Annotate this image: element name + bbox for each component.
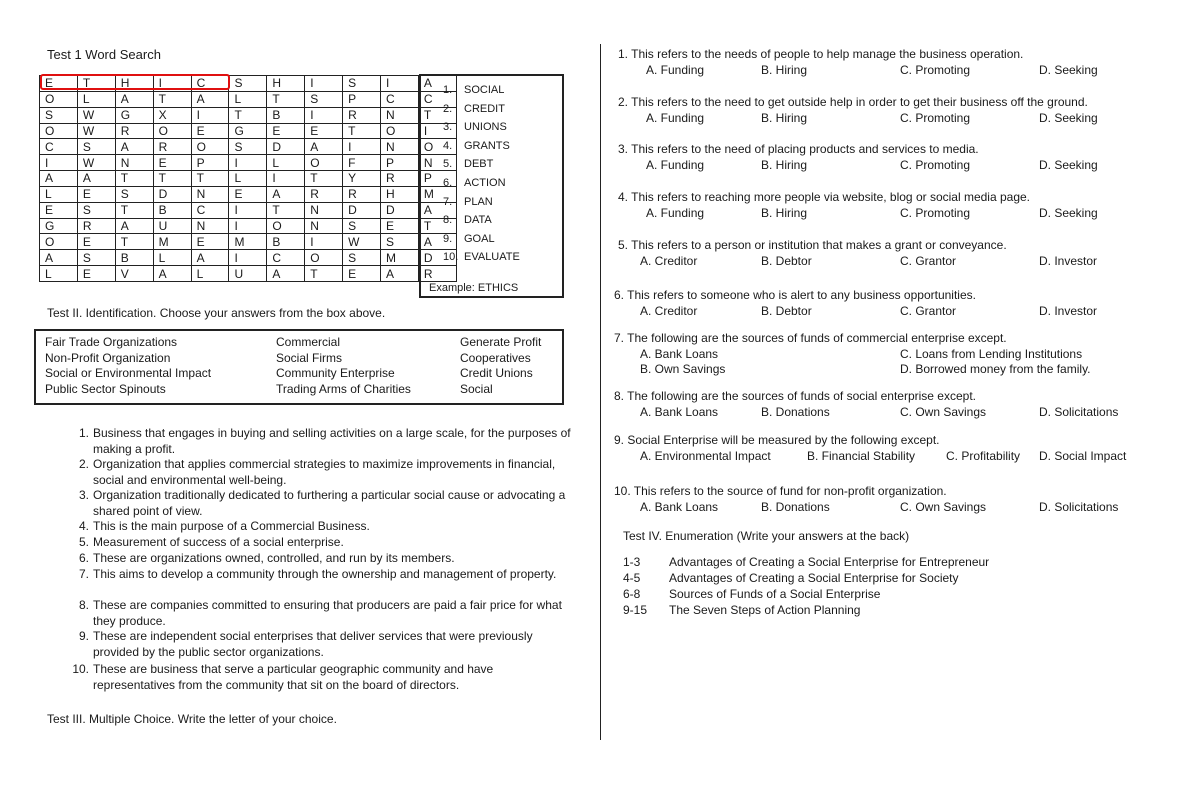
mc-option: C. Promoting bbox=[900, 206, 971, 220]
identification-text: These are companies committed to ensuring that producers are paid a fair price for what they produce. bbox=[93, 598, 562, 628]
choice-item: Fair Trade Organizations bbox=[45, 335, 178, 349]
grid-cell: L bbox=[77, 91, 115, 107]
grid-cell: G bbox=[229, 123, 267, 139]
grid-cell: A bbox=[115, 91, 153, 107]
choice-item: Non-Profit Organization bbox=[45, 350, 171, 365]
grid-cell: I bbox=[381, 76, 419, 92]
test1-title: Test 1 Word Search bbox=[47, 47, 161, 62]
word-list-word: ACTION bbox=[464, 177, 506, 189]
grid-cell: S bbox=[381, 234, 419, 250]
grid-cell: A bbox=[267, 186, 305, 202]
mc-option: D. Seeking bbox=[1039, 63, 1098, 77]
mc-option: D. Solicitations bbox=[1039, 405, 1119, 419]
word-list-item bbox=[443, 251, 520, 263]
mc-question: 8. The following are the sources of funds of social enterprise except. bbox=[614, 389, 976, 403]
identification-text: These are business that serve a particular geographic community and have representatives from the community that sit on the board of directors. bbox=[93, 662, 494, 692]
mc-option: B. Debtor bbox=[761, 254, 812, 268]
grid-cell: R bbox=[153, 139, 191, 155]
identification-number: 5. bbox=[78, 535, 89, 549]
grid-cell: I bbox=[305, 234, 343, 250]
mc-option: D. Investor bbox=[1039, 304, 1098, 318]
grid-cell: T bbox=[115, 202, 153, 218]
mc-question: 4. This refers to reaching more people via website, blog or social media page. bbox=[618, 190, 1031, 204]
mc-option: B. Donations bbox=[761, 405, 830, 419]
grid-cell: O bbox=[191, 139, 229, 155]
identification-number: 7. bbox=[78, 567, 89, 581]
word-list-word: DEBT bbox=[464, 158, 494, 171]
grid-row bbox=[40, 186, 457, 202]
choice-item: Social Firms bbox=[276, 350, 343, 365]
grid-cell: O bbox=[305, 250, 343, 266]
mc-option: C. Own Savings bbox=[900, 500, 987, 514]
grid-cell: N bbox=[305, 218, 343, 234]
test3-title: Test III. Multiple Choice. Write the letter of your choice. bbox=[47, 712, 337, 726]
grid-cell: S bbox=[343, 250, 381, 266]
grid-row bbox=[40, 107, 457, 123]
grid-cell: S bbox=[229, 76, 267, 92]
mc-option: B. Hiring bbox=[761, 158, 808, 172]
grid-cell: M bbox=[229, 234, 267, 250]
grid-cell: A bbox=[267, 266, 305, 282]
grid-cell: I bbox=[229, 218, 267, 234]
grid-cell: L bbox=[267, 155, 305, 171]
grid-cell: E bbox=[381, 218, 419, 234]
grid-cell: L bbox=[191, 266, 229, 282]
grid-cell: O bbox=[418, 139, 456, 155]
grid-cell: T bbox=[191, 171, 229, 187]
grid-cell: E bbox=[77, 234, 115, 250]
word-list-word: CREDIT bbox=[464, 102, 505, 115]
choice-item: Social bbox=[460, 382, 493, 397]
column-divider bbox=[600, 44, 601, 740]
grid-cell: A bbox=[191, 250, 229, 266]
grid-cell: W bbox=[77, 107, 115, 123]
mc-option: B. Donations bbox=[761, 500, 830, 514]
word-list-number: 6. bbox=[443, 177, 453, 189]
mc-option: B. Financial Stability bbox=[807, 449, 916, 463]
grid-cell: O bbox=[267, 218, 305, 234]
word-list-item bbox=[443, 84, 504, 96]
grid-cell: A bbox=[418, 202, 456, 218]
grid-cell: L bbox=[153, 250, 191, 266]
word-list-number: 9. bbox=[443, 232, 453, 245]
grid-cell: T bbox=[343, 123, 381, 139]
grid-cell: D bbox=[418, 250, 456, 266]
choice-item: Community Enterprise bbox=[276, 366, 395, 381]
grid-cell: L bbox=[40, 186, 78, 202]
word-list-word: DATA bbox=[464, 214, 492, 227]
word-list-item bbox=[443, 140, 510, 152]
enumeration-text: Sources of Funds of a Social Enterprise bbox=[669, 587, 881, 601]
grid-cell: X bbox=[153, 107, 191, 123]
grid-cell: A bbox=[153, 266, 191, 282]
grid-cell: G bbox=[40, 218, 78, 234]
grid-cell: I bbox=[418, 123, 456, 139]
grid-cell: A bbox=[40, 171, 78, 187]
mc-question: 2. This refers to the need to get outside help in order to get their business off the ground. bbox=[618, 95, 1088, 109]
grid-cell: A bbox=[418, 234, 456, 250]
mc-option: C. Loans from Lending Institutions bbox=[900, 347, 1083, 361]
grid-cell: A bbox=[77, 171, 115, 187]
grid-cell: R bbox=[343, 107, 381, 123]
grid-cell: R bbox=[418, 266, 456, 282]
grid-cell: T bbox=[115, 234, 153, 250]
word-list-example: Example: ETHICS bbox=[429, 282, 519, 294]
grid-cell: R bbox=[381, 171, 419, 187]
word-list-number: 7. bbox=[443, 195, 453, 208]
grid-cell: B bbox=[153, 202, 191, 218]
grid-cell: D bbox=[343, 202, 381, 218]
grid-cell: B bbox=[115, 250, 153, 266]
grid-cell: I bbox=[40, 155, 78, 171]
enumeration-text: The Seven Steps of Action Planning bbox=[669, 603, 861, 617]
grid-cell: P bbox=[381, 155, 419, 171]
word-list-word: PLAN bbox=[464, 195, 493, 208]
grid-cell: C bbox=[191, 76, 229, 92]
choice-item: Trading Arms of Charities bbox=[276, 382, 411, 397]
mc-option: C. Grantor bbox=[900, 254, 957, 268]
identification-number: 3. bbox=[78, 488, 89, 502]
grid-cell: D bbox=[267, 139, 305, 155]
mc-option: A. Bank Loans bbox=[640, 347, 719, 361]
grid-cell: B bbox=[267, 107, 305, 123]
grid-cell: O bbox=[40, 91, 78, 107]
mc-question: 6. This refers to someone who is alert to any business opportunities. bbox=[614, 288, 976, 302]
grid-cell: B bbox=[267, 234, 305, 250]
word-list-word: UNIONS bbox=[464, 121, 507, 134]
grid-cell: M bbox=[153, 234, 191, 250]
grid-cell: N bbox=[191, 186, 229, 202]
enumeration-text: Advantages of Creating a Social Enterprise for Society bbox=[669, 571, 959, 585]
identification-text: These are independent social enterprises that deliver services that were previously provided by the public sector organizations. bbox=[93, 629, 533, 659]
word-list-number: 5. bbox=[443, 158, 453, 171]
grid-cell: G bbox=[115, 107, 153, 123]
grid-cell: I bbox=[343, 139, 381, 155]
mc-option: C. Own Savings bbox=[900, 405, 987, 419]
word-list-number: 4. bbox=[443, 139, 453, 152]
grid-cell: P bbox=[191, 155, 229, 171]
grid-cell: O bbox=[40, 123, 78, 139]
grid-cell: H bbox=[267, 76, 305, 92]
grid-cell: P bbox=[343, 91, 381, 107]
grid-cell: C bbox=[40, 139, 78, 155]
grid-cell: O bbox=[153, 123, 191, 139]
mc-question: 5. This refers to a person or institution that makes a grant or conveyance. bbox=[618, 238, 1007, 252]
identification-number: 10. bbox=[72, 662, 89, 676]
grid-cell: N bbox=[191, 218, 229, 234]
grid-cell: S bbox=[305, 91, 343, 107]
enumeration-range: 4-5 bbox=[623, 571, 641, 585]
mc-question: 7. The following are the sources of funds of commercial enterprise except. bbox=[614, 331, 1007, 345]
grid-cell: T bbox=[267, 91, 305, 107]
grid-cell: E bbox=[343, 266, 381, 282]
mc-option: A. Funding bbox=[646, 158, 705, 172]
grid-row bbox=[40, 218, 457, 234]
enumeration-range: 1-3 bbox=[623, 555, 641, 569]
identification-text: Organization traditionally dedicated to furthering a particular social cause or advocating a shared point of view. bbox=[93, 488, 566, 518]
grid-cell: T bbox=[305, 171, 343, 187]
grid-cell: E bbox=[77, 266, 115, 282]
grid-cell: A bbox=[115, 218, 153, 234]
mc-option: A. Creditor bbox=[640, 254, 698, 268]
grid-cell: T bbox=[305, 266, 343, 282]
mc-option: C. Promoting bbox=[900, 158, 971, 172]
mc-option: C. Profitability bbox=[946, 449, 1021, 463]
grid-cell: O bbox=[40, 234, 78, 250]
grid-cell: T bbox=[267, 202, 305, 218]
word-list-item bbox=[443, 103, 505, 115]
grid-cell: N bbox=[381, 139, 419, 155]
grid-cell: E bbox=[305, 123, 343, 139]
choice-item: Generate Profit bbox=[460, 335, 542, 349]
mc-option: D. Solicitations bbox=[1039, 500, 1119, 514]
grid-cell: E bbox=[267, 123, 305, 139]
grid-cell: T bbox=[229, 107, 267, 123]
mc-option: A. Environmental Impact bbox=[640, 449, 771, 463]
identification-number: 4. bbox=[78, 519, 89, 533]
grid-cell: E bbox=[191, 123, 229, 139]
grid-row bbox=[40, 123, 457, 139]
grid-cell: S bbox=[343, 76, 381, 92]
choice-item: Commercial bbox=[276, 335, 341, 349]
word-list-item bbox=[443, 214, 492, 226]
identification-number: 8. bbox=[78, 598, 89, 612]
word-list-item bbox=[443, 158, 493, 170]
mc-question: 9. Social Enterprise will be measured by the following except. bbox=[614, 433, 940, 447]
grid-cell: A bbox=[305, 139, 343, 155]
word-list-number: 1. bbox=[443, 84, 453, 96]
grid-cell: E bbox=[191, 234, 229, 250]
identification-text: These are organizations owned, controlled, and run by its members. bbox=[93, 551, 455, 565]
grid-row bbox=[40, 234, 457, 250]
grid-row bbox=[40, 139, 457, 155]
grid-cell: I bbox=[229, 250, 267, 266]
grid-cell: W bbox=[77, 123, 115, 139]
identification-number: 9. bbox=[78, 629, 89, 643]
grid-cell: I bbox=[229, 155, 267, 171]
grid-cell: T bbox=[418, 218, 456, 234]
grid-cell: S bbox=[343, 218, 381, 234]
word-search-grid bbox=[39, 75, 457, 282]
grid-cell: T bbox=[77, 76, 115, 92]
choice-item: Public Sector Spinouts bbox=[45, 382, 166, 397]
grid-cell: I bbox=[191, 107, 229, 123]
grid-cell: I bbox=[305, 76, 343, 92]
mc-option: A. Bank Loans bbox=[640, 405, 719, 419]
grid-cell: T bbox=[153, 91, 191, 107]
grid-cell: P bbox=[418, 171, 456, 187]
choices-box bbox=[34, 329, 564, 405]
grid-cell: D bbox=[381, 202, 419, 218]
choice-item: Cooperatives bbox=[460, 350, 531, 365]
grid-cell: Y bbox=[343, 171, 381, 187]
mc-option: C. Grantor bbox=[900, 304, 957, 318]
word-list-item bbox=[443, 196, 493, 208]
mc-option: B. Hiring bbox=[761, 63, 808, 77]
grid-cell: A bbox=[191, 91, 229, 107]
mc-option: C. Promoting bbox=[900, 111, 971, 125]
grid-row bbox=[40, 250, 457, 266]
grid-cell: W bbox=[343, 234, 381, 250]
grid-cell: C bbox=[418, 91, 456, 107]
mc-option: A. Funding bbox=[646, 63, 705, 77]
mc-question: 10. This refers to the source of fund for non-profit organization. bbox=[614, 484, 947, 498]
word-list-item bbox=[443, 233, 495, 245]
grid-cell: S bbox=[115, 186, 153, 202]
grid-cell: E bbox=[77, 186, 115, 202]
word-list-number: 3. bbox=[443, 121, 453, 134]
word-list-item bbox=[443, 177, 506, 189]
mc-option: A. Funding bbox=[646, 111, 705, 125]
mc-question: 1. This refers to the needs of people to help manage the business operation. bbox=[618, 47, 1024, 61]
word-list-item bbox=[443, 121, 507, 133]
choice-item: Social or Environmental Impact bbox=[45, 366, 212, 381]
grid-cell: E bbox=[40, 76, 78, 92]
mc-option: B. Debtor bbox=[761, 304, 812, 318]
identification-text: Measurement of success of a social enterprise. bbox=[93, 535, 344, 549]
grid-cell: A bbox=[381, 266, 419, 282]
enumeration-range: 6-8 bbox=[623, 587, 641, 601]
grid-cell: O bbox=[381, 123, 419, 139]
identification-number: 1. bbox=[78, 426, 89, 440]
grid-cell: U bbox=[229, 266, 267, 282]
grid-cell: S bbox=[229, 139, 267, 155]
grid-cell: V bbox=[115, 266, 153, 282]
test4-title: Test IV. Enumeration (Write your answers at the back) bbox=[623, 529, 910, 543]
grid-cell: E bbox=[153, 155, 191, 171]
grid-cell: R bbox=[305, 186, 343, 202]
mc-option: B. Hiring bbox=[761, 206, 808, 220]
grid-cell: H bbox=[381, 186, 419, 202]
identification-text: Business that engages in buying and selling activities on a large scale, for the purposes of making a profit. bbox=[93, 426, 571, 456]
grid-cell: S bbox=[77, 250, 115, 266]
grid-cell: O bbox=[305, 155, 343, 171]
example-highlight bbox=[40, 74, 230, 90]
mc-option: A. Creditor bbox=[640, 304, 698, 318]
grid-cell: U bbox=[153, 218, 191, 234]
grid-cell: A bbox=[40, 250, 78, 266]
grid-cell: T bbox=[153, 171, 191, 187]
grid-cell: R bbox=[77, 218, 115, 234]
grid-cell: S bbox=[40, 107, 78, 123]
grid-cell: L bbox=[229, 171, 267, 187]
grid-cell: T bbox=[418, 107, 456, 123]
grid-row bbox=[40, 171, 457, 187]
grid-cell: C bbox=[191, 202, 229, 218]
grid-cell: I bbox=[153, 76, 191, 92]
word-list-number: 8. bbox=[443, 214, 453, 227]
mc-option: A. Bank Loans bbox=[640, 500, 719, 514]
word-list-box bbox=[419, 74, 564, 298]
grid-cell: T bbox=[115, 171, 153, 187]
mc-option: D. Seeking bbox=[1039, 158, 1098, 172]
grid-cell: A bbox=[418, 76, 456, 92]
mc-option: D. Investor bbox=[1039, 254, 1098, 268]
grid-cell: W bbox=[77, 155, 115, 171]
test2-title: Test II. Identification. Choose your answers from the box above. bbox=[47, 306, 386, 320]
grid-cell: N bbox=[305, 202, 343, 218]
identification-number: 2. bbox=[78, 457, 89, 471]
grid-cell: D bbox=[153, 186, 191, 202]
mc-option: B. Hiring bbox=[761, 111, 808, 125]
mc-option: D. Seeking bbox=[1039, 206, 1098, 220]
grid-cell: N bbox=[418, 155, 456, 171]
grid-cell: R bbox=[115, 123, 153, 139]
word-list-number: 10. bbox=[443, 251, 459, 264]
grid-row bbox=[40, 202, 457, 218]
grid-cell: E bbox=[40, 202, 78, 218]
mc-option: B. Own Savings bbox=[640, 362, 726, 376]
grid-cell: N bbox=[381, 107, 419, 123]
word-list-word: EVALUATE bbox=[464, 251, 520, 264]
identification-text: Organization that applies commercial strategies to maximize improvements in financial, social and environmental well-being. bbox=[93, 457, 556, 487]
mc-option: A. Funding bbox=[646, 206, 705, 220]
grid-cell: N bbox=[115, 155, 153, 171]
identification-number: 6. bbox=[78, 551, 89, 565]
grid-cell: L bbox=[229, 91, 267, 107]
word-list-number: 2. bbox=[443, 102, 453, 115]
identification-text: This aims to develop a community through the ownership and management of property. bbox=[93, 567, 557, 581]
grid-cell: I bbox=[267, 171, 305, 187]
grid-cell: H bbox=[115, 76, 153, 92]
identification-text: This is the main purpose of a Commercial Business. bbox=[93, 519, 370, 533]
mc-option: D. Social Impact bbox=[1039, 449, 1127, 463]
choice-item: Credit Unions bbox=[460, 366, 533, 381]
word-list-word: GOAL bbox=[464, 232, 495, 245]
grid-cell: I bbox=[305, 107, 343, 123]
grid-cell: R bbox=[343, 186, 381, 202]
grid-cell: M bbox=[418, 186, 456, 202]
grid-cell: S bbox=[77, 139, 115, 155]
grid-row bbox=[40, 155, 457, 171]
grid-cell: M bbox=[381, 250, 419, 266]
word-list-word: GRANTS bbox=[464, 139, 510, 152]
mc-option: D. Seeking bbox=[1039, 111, 1098, 125]
grid-row bbox=[40, 266, 457, 282]
word-list-word: SOCIAL bbox=[464, 84, 505, 96]
grid-row bbox=[40, 91, 457, 107]
grid-cell: C bbox=[381, 91, 419, 107]
grid-cell: L bbox=[40, 266, 78, 282]
grid-cell: C bbox=[267, 250, 305, 266]
grid-cell: E bbox=[229, 186, 267, 202]
enumeration-text: Advantages of Creating a Social Enterprise for Entrepreneur bbox=[669, 555, 990, 569]
enumeration-range: 9-15 bbox=[623, 603, 648, 617]
mc-question: 3. This refers to the need of placing products and services to media. bbox=[618, 142, 979, 156]
grid-cell: A bbox=[115, 139, 153, 155]
grid-cell: F bbox=[343, 155, 381, 171]
mc-option: D. Borrowed money from the family. bbox=[900, 362, 1091, 376]
grid-cell: I bbox=[229, 202, 267, 218]
grid-cell: S bbox=[77, 202, 115, 218]
mc-option: C. Promoting bbox=[900, 63, 971, 77]
